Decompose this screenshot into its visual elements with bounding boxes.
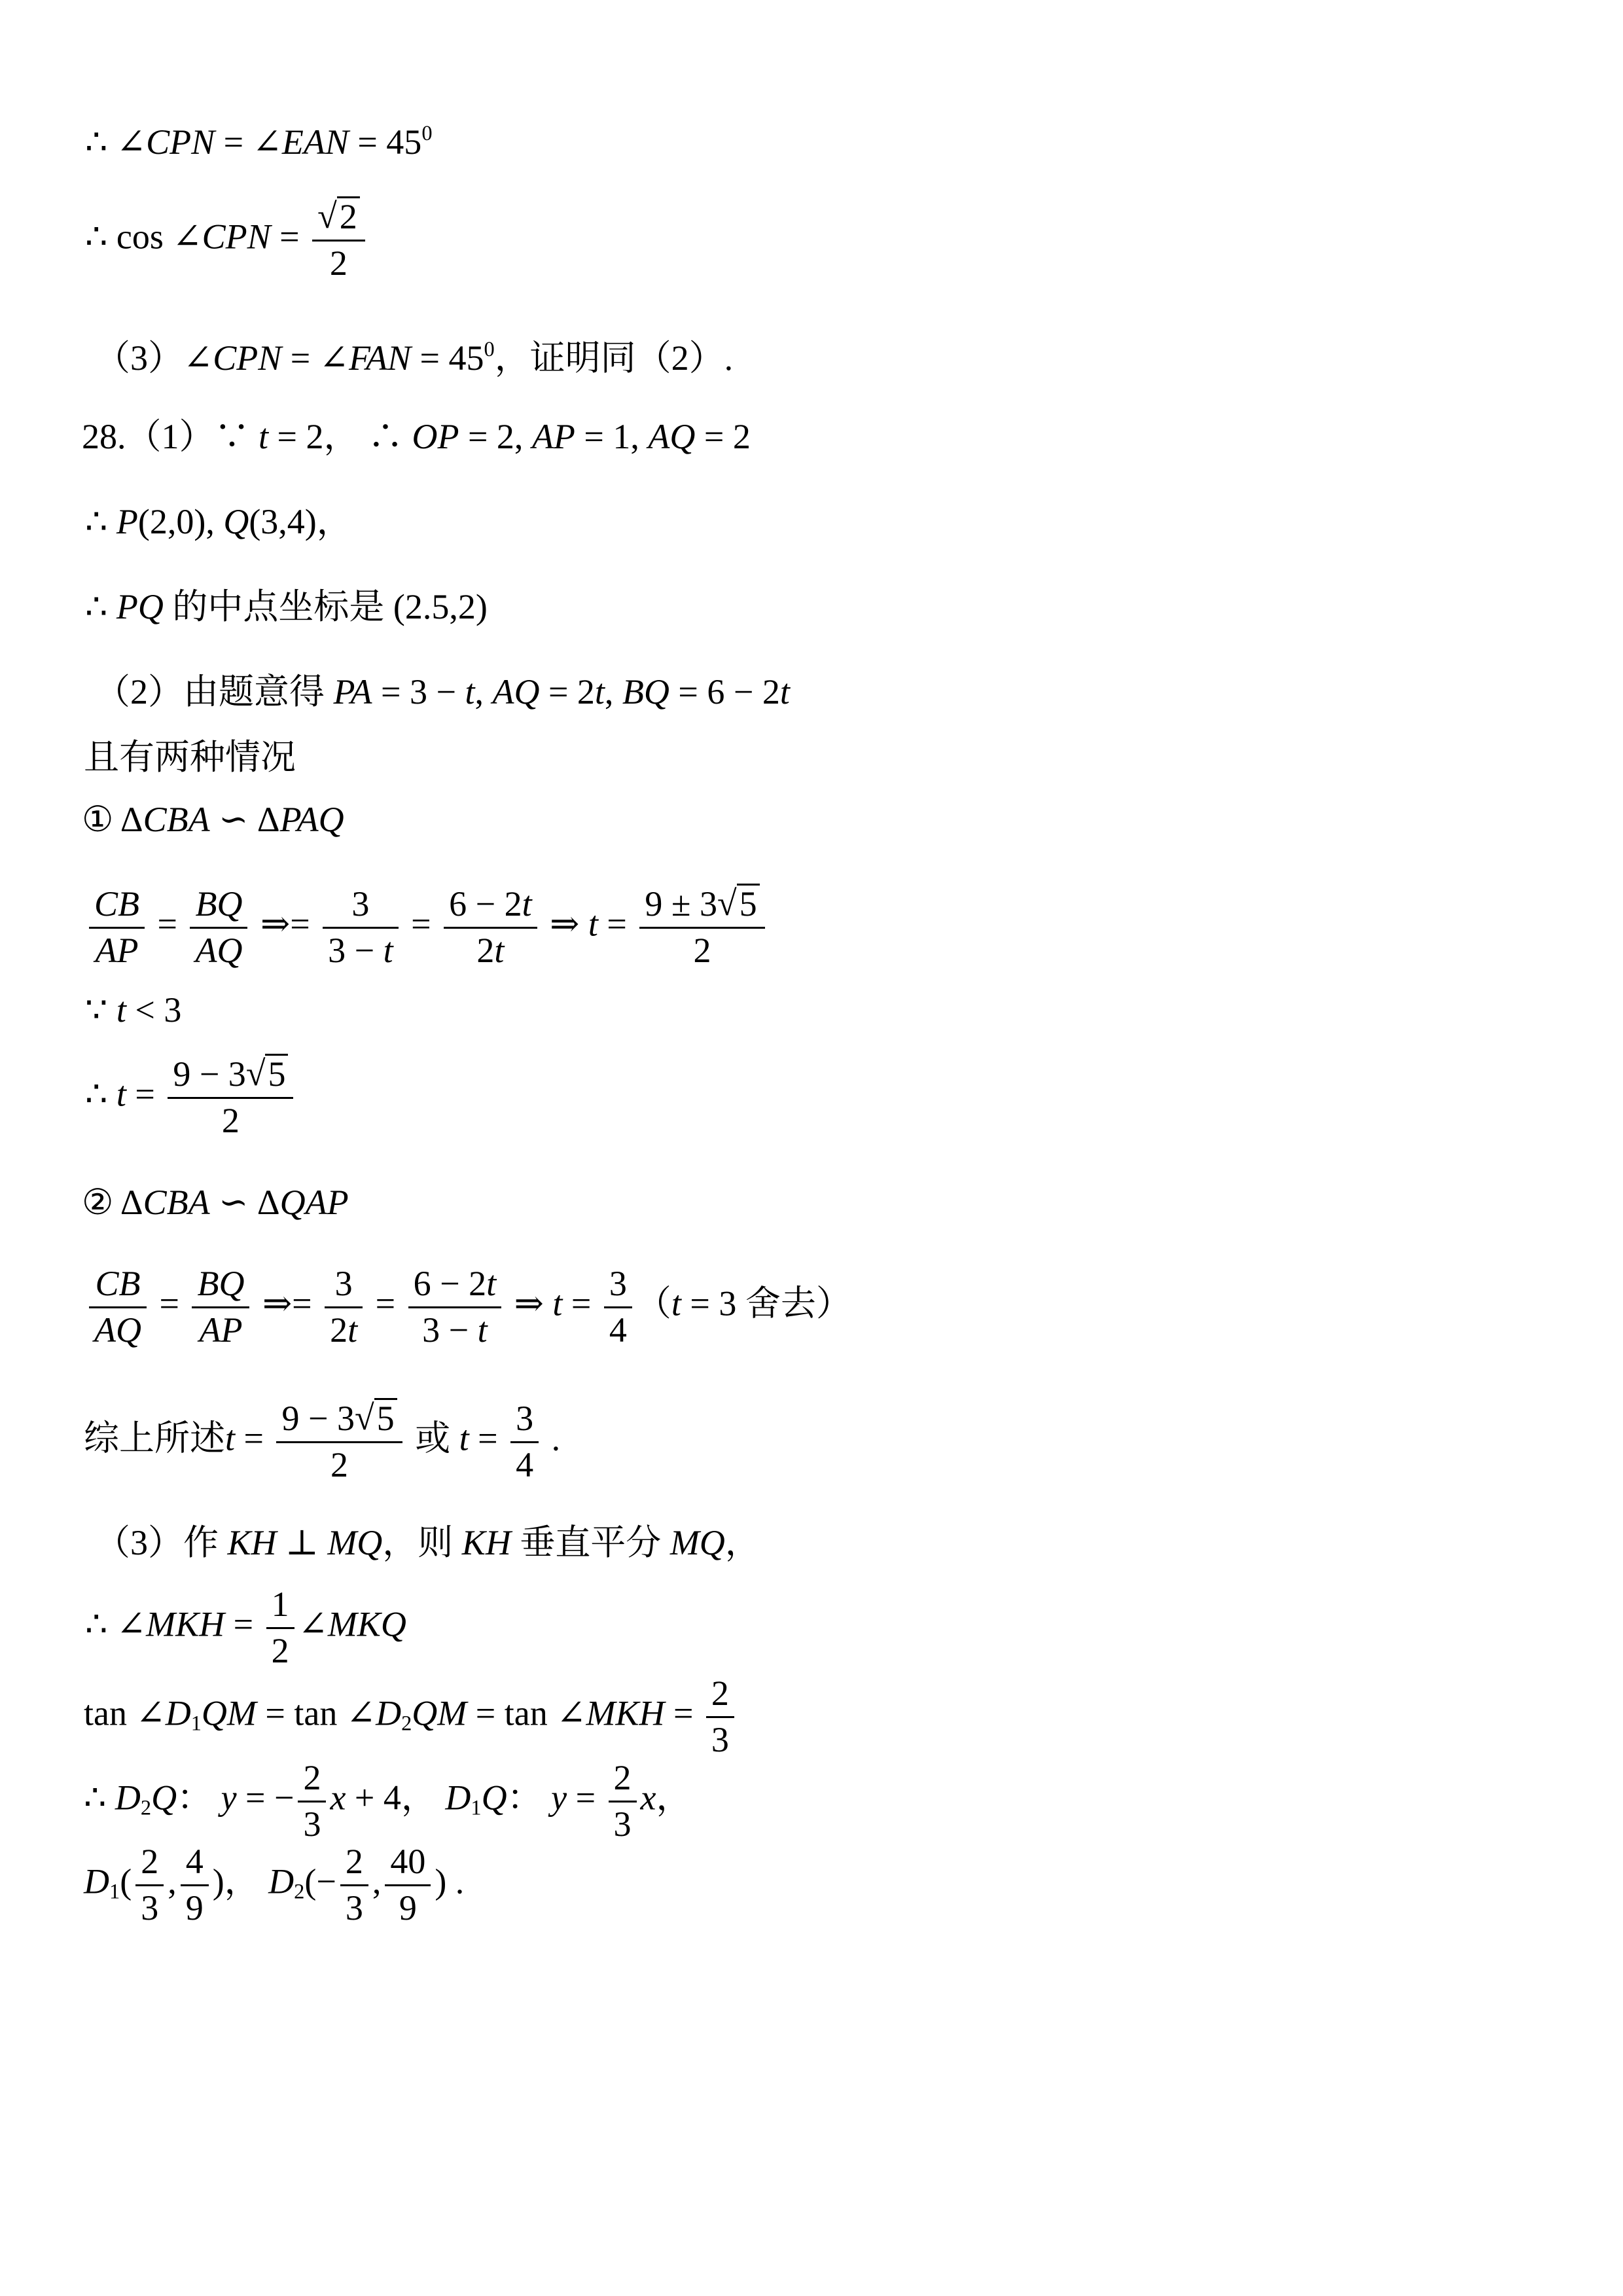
math-text: 4 bbox=[185, 1842, 204, 1881]
math-text: 2 bbox=[345, 1842, 363, 1881]
math-variable: Q bbox=[151, 1778, 177, 1818]
math-variable: PA bbox=[333, 672, 372, 711]
math-variable: Q bbox=[223, 501, 249, 541]
math-text: = 2, bbox=[459, 416, 532, 456]
math-text: ⇒= bbox=[253, 1283, 321, 1323]
math-text: 3 bbox=[613, 1804, 632, 1844]
math-text: 2 bbox=[330, 1444, 349, 1484]
math-text: = 2 bbox=[695, 416, 751, 456]
math-text: 9 bbox=[185, 1888, 204, 1928]
math-variable: t bbox=[465, 672, 475, 711]
math-variable: CB bbox=[95, 1264, 141, 1303]
math-text: 2 bbox=[221, 1100, 240, 1140]
math-variable: CBA bbox=[143, 799, 210, 839]
radicand: 5 bbox=[374, 1398, 397, 1437]
math-variable: D bbox=[445, 1778, 471, 1818]
math-variable: EAN bbox=[281, 122, 349, 162]
subscript: 2 bbox=[140, 1796, 152, 1820]
math-text: = tan ∠ bbox=[467, 1693, 586, 1733]
fraction-numerator bbox=[385, 1840, 431, 1884]
radical-sign: √ bbox=[354, 1398, 374, 1437]
line-16-part3-kh bbox=[95, 1520, 760, 1566]
math-text: ∴ ∠ bbox=[85, 122, 147, 162]
math-variable: BQ bbox=[195, 884, 243, 924]
math-text: , bbox=[372, 1861, 382, 1901]
fraction-denominator bbox=[168, 1097, 293, 1143]
math-variable: AQ bbox=[94, 1310, 141, 1350]
math-text: ，则 bbox=[382, 1522, 462, 1562]
math-text: 2 bbox=[613, 1758, 632, 1797]
fraction-numerator bbox=[706, 1672, 734, 1716]
fraction-denominator bbox=[276, 1441, 402, 1488]
fraction-denominator bbox=[706, 1716, 734, 1763]
math-text: ∴ ∠ bbox=[85, 1604, 147, 1644]
radicand: 5 bbox=[265, 1054, 288, 1093]
line-19-line-equations bbox=[84, 1756, 692, 1846]
line-11-t-less-3 bbox=[85, 987, 181, 1033]
math-text: ⊥ bbox=[276, 1522, 328, 1562]
math-text: ∴ bbox=[84, 1778, 115, 1818]
fraction-denominator bbox=[89, 1306, 147, 1353]
line-20-d-coordinates bbox=[84, 1840, 464, 1930]
math-variable: BQ bbox=[622, 672, 669, 711]
fraction bbox=[298, 1756, 326, 1846]
math-text: ) . bbox=[435, 1861, 465, 1901]
math-text: ⇒= bbox=[251, 904, 319, 944]
fraction-numerator bbox=[323, 882, 398, 927]
math-text: （3）作 bbox=[95, 1522, 228, 1562]
fraction-denominator bbox=[181, 1884, 209, 1931]
fraction bbox=[385, 1840, 431, 1930]
math-text: 4 bbox=[609, 1310, 627, 1350]
fraction bbox=[276, 1397, 402, 1487]
math-variable: MKH bbox=[586, 1693, 665, 1733]
fraction bbox=[89, 882, 145, 973]
math-text: = 2， ∴ bbox=[268, 416, 412, 456]
math-text: 3 bbox=[141, 1888, 159, 1928]
fraction bbox=[192, 1262, 249, 1352]
math-text: ⇒ bbox=[505, 1283, 553, 1323]
math-variable: t bbox=[671, 1283, 681, 1323]
fraction-denominator bbox=[604, 1306, 632, 1353]
math-text: 3 − bbox=[422, 1310, 478, 1350]
math-variable: t bbox=[494, 930, 505, 970]
fraction-numerator bbox=[609, 1756, 637, 1801]
radicand: 5 bbox=[737, 884, 760, 923]
math-variable: t bbox=[522, 884, 532, 924]
fraction-denominator bbox=[266, 1627, 294, 1674]
math-text: 3 bbox=[516, 1399, 534, 1438]
fraction bbox=[604, 1262, 632, 1352]
fraction-denominator bbox=[340, 1884, 368, 1931]
math-text: 2 bbox=[711, 1674, 729, 1713]
fraction-denominator bbox=[510, 1441, 539, 1488]
math-text: = 1, bbox=[575, 416, 649, 456]
fraction-denominator bbox=[312, 240, 365, 286]
math-variable: D bbox=[115, 1778, 141, 1818]
math-text: = ∠ bbox=[281, 338, 349, 378]
math-text: ① Δ bbox=[82, 799, 143, 839]
fraction bbox=[325, 1262, 363, 1352]
math-variable: CPN bbox=[202, 217, 271, 257]
math-variable: t bbox=[348, 1310, 358, 1350]
line-01-angle-cpn-ean bbox=[85, 119, 433, 165]
math-text: 3 bbox=[351, 884, 370, 924]
math-variable: D bbox=[376, 1693, 402, 1733]
fraction-numerator bbox=[510, 1397, 539, 1441]
fraction-denominator bbox=[135, 1884, 164, 1931]
math-text: = bbox=[126, 1074, 164, 1114]
math-text: 2 bbox=[330, 1310, 348, 1350]
math-variable: KH bbox=[227, 1522, 277, 1562]
superscript: 0 bbox=[421, 121, 433, 145]
line-10-case1-proportion bbox=[85, 882, 769, 973]
math-variable: MQ bbox=[669, 1522, 725, 1562]
radicand: 2 bbox=[337, 196, 360, 236]
line-03-part3-angle-fan bbox=[95, 335, 733, 381]
math-text: + 4， bbox=[346, 1778, 446, 1818]
subscript: 2 bbox=[294, 1880, 305, 1904]
math-text: = bbox=[597, 904, 636, 944]
superscript: 0 bbox=[484, 337, 495, 361]
math-variable: MKQ bbox=[327, 1604, 406, 1644]
math-text: = bbox=[150, 1283, 188, 1323]
fraction-numerator bbox=[325, 1262, 363, 1306]
math-text: , bbox=[604, 672, 622, 711]
fraction-denominator bbox=[192, 1306, 249, 1353]
math-text: ∴ cos ∠ bbox=[85, 217, 202, 257]
math-text: = bbox=[402, 904, 440, 944]
math-text: = 3 舍去） bbox=[681, 1283, 851, 1323]
math-variable: AQ bbox=[195, 930, 243, 970]
math-text: （ bbox=[635, 1283, 671, 1323]
math-text: 40 bbox=[390, 1842, 426, 1881]
math-variable: CBA bbox=[143, 1182, 210, 1222]
math-text: = bbox=[664, 1693, 702, 1733]
math-variable: x bbox=[640, 1778, 656, 1818]
math-text: ， bbox=[724, 1522, 760, 1562]
fraction-numerator bbox=[181, 1840, 209, 1884]
math-variable: MQ bbox=[327, 1522, 383, 1562]
math-text: tan ∠ bbox=[84, 1693, 166, 1733]
math-text: 9 ± 3 bbox=[645, 884, 717, 924]
math-variable: t bbox=[459, 1418, 469, 1458]
math-text: ， bbox=[656, 1778, 692, 1818]
math-variable: t bbox=[588, 904, 598, 944]
math-text: = 45 bbox=[348, 122, 422, 162]
fraction bbox=[323, 882, 398, 973]
math-text: (2,0), bbox=[137, 501, 224, 541]
fraction-denominator bbox=[444, 927, 537, 973]
fraction-numerator bbox=[312, 195, 365, 240]
math-variable: t bbox=[477, 1310, 488, 1350]
line-13-case2-similar bbox=[82, 1179, 349, 1225]
square-root bbox=[246, 1052, 289, 1097]
math-variable: t bbox=[594, 672, 605, 711]
math-variable: CPN bbox=[146, 122, 215, 162]
math-text: (3,4)， bbox=[249, 501, 352, 541]
math-text: = bbox=[366, 1283, 404, 1323]
fraction-numerator bbox=[89, 882, 145, 927]
math-text: 9 bbox=[399, 1888, 417, 1928]
fraction-denominator bbox=[323, 927, 398, 973]
line-12-t-value-case1 bbox=[85, 1052, 297, 1143]
fraction bbox=[340, 1840, 368, 1930]
math-variable: t bbox=[552, 1283, 563, 1323]
radical-sign: √ bbox=[245, 1054, 266, 1093]
math-text: = bbox=[469, 1418, 507, 1458]
math-text: = ∠ bbox=[215, 122, 282, 162]
math-text: . bbox=[543, 1418, 561, 1458]
fraction-numerator bbox=[298, 1756, 326, 1801]
fraction-numerator bbox=[266, 1583, 294, 1627]
math-variable: D bbox=[84, 1861, 109, 1901]
math-variable: t bbox=[779, 672, 790, 711]
fraction bbox=[706, 1672, 734, 1762]
fraction-denominator bbox=[609, 1801, 637, 1847]
math-text: 或 bbox=[406, 1418, 459, 1458]
math-text: ∴ bbox=[85, 586, 116, 626]
math-text: = bbox=[149, 904, 187, 944]
math-variable: P bbox=[116, 501, 138, 541]
math-variable: PQ bbox=[116, 586, 164, 626]
math-text: 1 bbox=[271, 1585, 289, 1624]
fraction bbox=[639, 882, 764, 973]
fraction-numerator bbox=[408, 1262, 501, 1306]
math-variable: AP bbox=[95, 930, 139, 970]
fraction-denominator bbox=[325, 1306, 363, 1353]
fraction-numerator bbox=[135, 1840, 164, 1884]
fraction bbox=[408, 1262, 501, 1352]
fraction bbox=[181, 1840, 209, 1930]
math-variable: AQ bbox=[492, 672, 540, 711]
math-text: 4 bbox=[516, 1444, 534, 1484]
math-text: 且有两种情况 bbox=[84, 737, 296, 777]
math-variable: MKH bbox=[146, 1604, 225, 1644]
math-text: ： bbox=[507, 1778, 552, 1818]
line-18-tan-equalities bbox=[84, 1672, 738, 1762]
subscript: 1 bbox=[109, 1880, 120, 1904]
math-text: ∵ bbox=[85, 990, 116, 1030]
math-text: 垂直平分 bbox=[510, 1522, 670, 1562]
math-variable: QAP bbox=[279, 1182, 349, 1222]
math-text: = bbox=[270, 217, 309, 257]
math-text: ∠ bbox=[298, 1604, 328, 1644]
math-text: = 3 − bbox=[372, 672, 465, 711]
math-variable: OP bbox=[412, 416, 459, 456]
radical-sign: √ bbox=[717, 884, 737, 923]
math-text: = bbox=[562, 1283, 600, 1323]
math-variable: t bbox=[383, 930, 393, 970]
math-variable: y bbox=[551, 1778, 567, 1818]
fraction bbox=[168, 1052, 293, 1143]
math-variable: KH bbox=[461, 1522, 511, 1562]
math-text: ( bbox=[120, 1861, 132, 1901]
math-variable: t bbox=[259, 416, 269, 456]
math-variable: AP bbox=[531, 416, 575, 456]
line-05-points-pq bbox=[85, 499, 352, 545]
fraction-denominator bbox=[639, 927, 764, 973]
subscript: 1 bbox=[190, 1712, 202, 1736]
math-variable: D bbox=[165, 1693, 191, 1733]
math-text: )， bbox=[212, 1861, 269, 1901]
math-text: 6 − 2 bbox=[413, 1264, 487, 1303]
math-text: 2 bbox=[693, 930, 711, 970]
math-text: = 2 bbox=[539, 672, 595, 711]
line-04-q28-part1 bbox=[82, 414, 751, 459]
radical-sign: √ bbox=[317, 196, 337, 236]
square-root bbox=[317, 195, 360, 240]
math-text: ∴ bbox=[85, 501, 116, 541]
fraction bbox=[135, 1840, 164, 1930]
math-text: = − bbox=[236, 1778, 294, 1818]
math-text: < 3 bbox=[126, 990, 182, 1030]
math-text: 3 bbox=[345, 1888, 363, 1928]
fraction-numerator bbox=[444, 882, 537, 927]
fraction-denominator bbox=[190, 927, 247, 973]
math-text: = 6 − 2 bbox=[669, 672, 780, 711]
square-root bbox=[355, 1397, 397, 1441]
math-variable: FAN bbox=[348, 338, 412, 378]
math-variable: D bbox=[268, 1861, 294, 1901]
math-text: 2 bbox=[303, 1758, 321, 1797]
fraction-numerator bbox=[276, 1397, 402, 1441]
line-06-midpoint bbox=[85, 584, 488, 630]
math-text: ： bbox=[177, 1778, 221, 1818]
math-variable: BQ bbox=[197, 1264, 245, 1303]
line-17-angle-mkh bbox=[85, 1583, 406, 1673]
math-text: 3 − bbox=[328, 930, 383, 970]
math-text: = bbox=[235, 1418, 273, 1458]
fraction-denominator bbox=[385, 1884, 431, 1931]
line-02-cos-cpn bbox=[85, 195, 369, 285]
math-text: 6 − 2 bbox=[449, 884, 522, 924]
line-15-summary bbox=[84, 1397, 560, 1487]
math-variable: t bbox=[116, 1074, 126, 1114]
math-text: 3 bbox=[334, 1264, 353, 1303]
math-variable: QM bbox=[201, 1693, 257, 1733]
math-text: ② Δ bbox=[82, 1182, 143, 1222]
math-text: = bbox=[224, 1604, 262, 1644]
fraction bbox=[266, 1583, 294, 1673]
math-text: , bbox=[474, 672, 493, 711]
math-text: 的中点坐标是 (2.5,2) bbox=[163, 586, 488, 626]
fraction-numerator bbox=[340, 1840, 368, 1884]
math-text: （2）由题意得 bbox=[95, 672, 334, 711]
fraction bbox=[312, 195, 365, 285]
math-text: 综上所述 bbox=[84, 1418, 225, 1458]
fraction bbox=[609, 1756, 637, 1846]
fraction-numerator bbox=[192, 1262, 249, 1306]
math-variable: PAQ bbox=[279, 799, 344, 839]
math-variable: y bbox=[221, 1778, 237, 1818]
fraction-denominator bbox=[89, 927, 145, 973]
square-root bbox=[717, 882, 760, 927]
subscript: 1 bbox=[471, 1796, 482, 1820]
subscript: 2 bbox=[401, 1712, 412, 1736]
fraction bbox=[510, 1397, 539, 1487]
math-text: ∴ bbox=[85, 1074, 116, 1114]
fraction-denominator bbox=[408, 1306, 501, 1353]
math-text: = tan ∠ bbox=[256, 1693, 376, 1733]
line-14-case2-proportion bbox=[85, 1262, 851, 1352]
math-text: , bbox=[168, 1861, 177, 1901]
math-text: 9 − 3 bbox=[281, 1399, 355, 1438]
math-text: 3 bbox=[711, 1719, 729, 1759]
math-text: （3）∠ bbox=[95, 338, 213, 378]
math-variable: AQ bbox=[648, 416, 696, 456]
math-text: 3 bbox=[303, 1804, 321, 1844]
fraction-numerator bbox=[89, 1262, 147, 1306]
math-text: 2 bbox=[271, 1630, 289, 1670]
math-variable: t bbox=[486, 1264, 497, 1303]
fraction bbox=[190, 882, 247, 973]
math-text: ∽ Δ bbox=[209, 1182, 280, 1222]
math-text: 2 bbox=[141, 1842, 159, 1881]
line-08-two-cases bbox=[84, 734, 296, 780]
math-variable: t bbox=[225, 1418, 236, 1458]
fraction-numerator bbox=[168, 1052, 293, 1097]
math-text: = 45 bbox=[411, 338, 484, 378]
math-text: 28.（1）∵ bbox=[82, 416, 259, 456]
fraction-numerator bbox=[604, 1262, 632, 1306]
math-text: = bbox=[567, 1778, 605, 1818]
line-09-case1-similar bbox=[82, 797, 344, 842]
math-text: 2 bbox=[476, 930, 495, 970]
math-text: ⇒ bbox=[541, 904, 588, 944]
line-07-part2-given bbox=[95, 669, 790, 715]
fraction-numerator bbox=[639, 882, 764, 927]
math-variable: AP bbox=[199, 1310, 243, 1350]
fraction-numerator bbox=[190, 882, 247, 927]
math-text: 2 bbox=[329, 243, 348, 283]
fraction bbox=[444, 882, 537, 973]
math-text: 9 − 3 bbox=[173, 1054, 246, 1094]
math-variable: CB bbox=[94, 884, 140, 924]
math-variable: x bbox=[330, 1778, 346, 1818]
math-variable: CPN bbox=[213, 338, 282, 378]
math-text: (− bbox=[304, 1861, 336, 1901]
math-variable: Q bbox=[481, 1778, 507, 1818]
math-variable: t bbox=[116, 990, 126, 1030]
math-text: ，证明同（2）. bbox=[494, 338, 734, 378]
math-variable: QM bbox=[412, 1693, 467, 1733]
fraction bbox=[89, 1262, 147, 1352]
math-text: 3 bbox=[609, 1264, 627, 1303]
math-text: ∽ Δ bbox=[209, 799, 280, 839]
